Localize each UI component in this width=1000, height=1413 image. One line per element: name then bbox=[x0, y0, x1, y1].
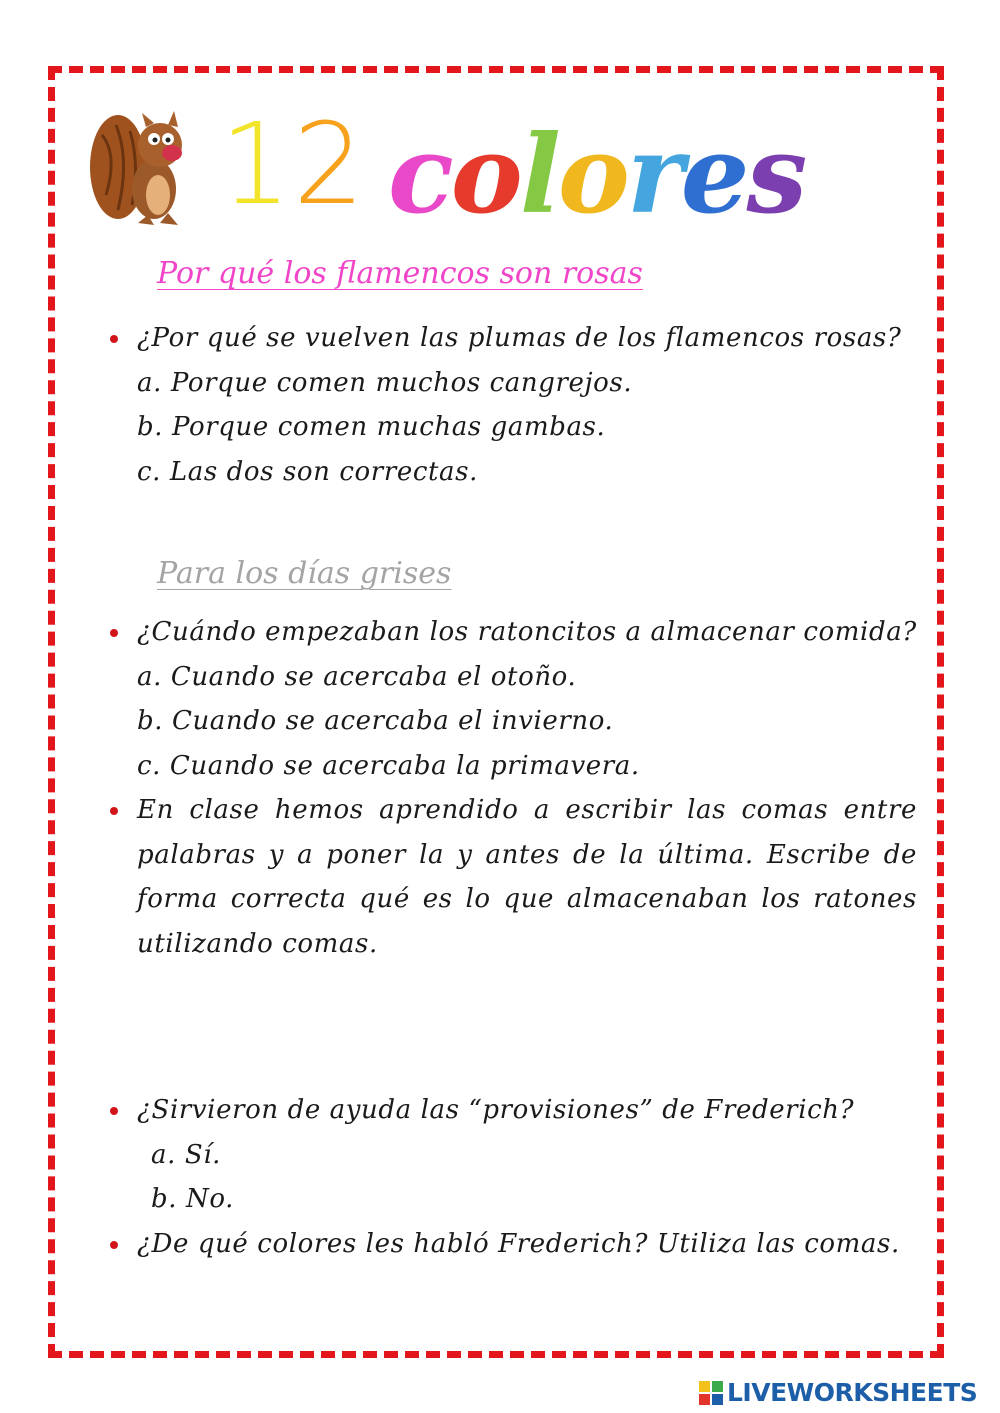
answer-option: b. Cuando se acercaba el invierno. bbox=[137, 706, 614, 736]
section-heading-flamencos: Por qué los flamencos son rosas bbox=[157, 256, 643, 291]
question-block-2 bbox=[137, 610, 917, 966]
worksheet-header bbox=[88, 100, 808, 240]
title-letter: o bbox=[450, 112, 520, 238]
answer-option: c. Cuando se acercaba la primavera. bbox=[137, 750, 640, 781]
title-digit: 1 bbox=[220, 100, 294, 230]
squirrel-icon bbox=[88, 105, 192, 230]
question-text: ¿Cuándo empezaban los ratoncitos a almacenar comida? bbox=[137, 610, 917, 655]
liveworksheets-logo bbox=[699, 1378, 995, 1408]
answer-option: b. Porque comen muchas gambas. bbox=[137, 412, 606, 442]
title-letter: s bbox=[746, 112, 805, 238]
liveworksheets-logo-icon bbox=[699, 1381, 723, 1405]
logo-text: LIVEWORKSHEETS bbox=[727, 1378, 978, 1407]
title-digit: 2 bbox=[293, 100, 367, 230]
answer-option: a. Cuando se acercaba el otoño. bbox=[137, 661, 577, 692]
title-letter: c bbox=[388, 112, 451, 238]
question-text: ¿Por qué se vuelven las plumas de los flamencos rosas? bbox=[137, 316, 917, 361]
title-word bbox=[388, 110, 804, 240]
answer-option: a. Porque comen muchos cangrejos. bbox=[137, 367, 633, 398]
title-letter: o bbox=[557, 112, 627, 238]
question-text: En clase hemos aprendido a escribir las comas entre palabras y a poner la y antes de la última. Escribe de forma correcta qué es lo que almacenaban los ratones utilizando comas. bbox=[137, 788, 917, 966]
title-letter: r bbox=[626, 112, 681, 238]
section-heading-dias-grises: Para los días grises bbox=[157, 556, 452, 591]
question-text: ¿Sirvieron de ayuda las “provisiones” de Frederich? bbox=[137, 1088, 917, 1133]
answer-option: b. No. bbox=[151, 1184, 234, 1214]
title-number bbox=[220, 100, 367, 230]
question-text: ¿De qué colores les habló Frederich? Utiliza las comas. bbox=[137, 1222, 917, 1267]
question-block-3 bbox=[137, 1088, 917, 1266]
title-letter: l bbox=[519, 112, 558, 238]
title-letter: e bbox=[680, 112, 747, 238]
answer-option: c. Las dos son correctas. bbox=[137, 456, 478, 487]
answer-option: a. Sí. bbox=[151, 1139, 222, 1170]
question-block-1 bbox=[137, 316, 917, 494]
